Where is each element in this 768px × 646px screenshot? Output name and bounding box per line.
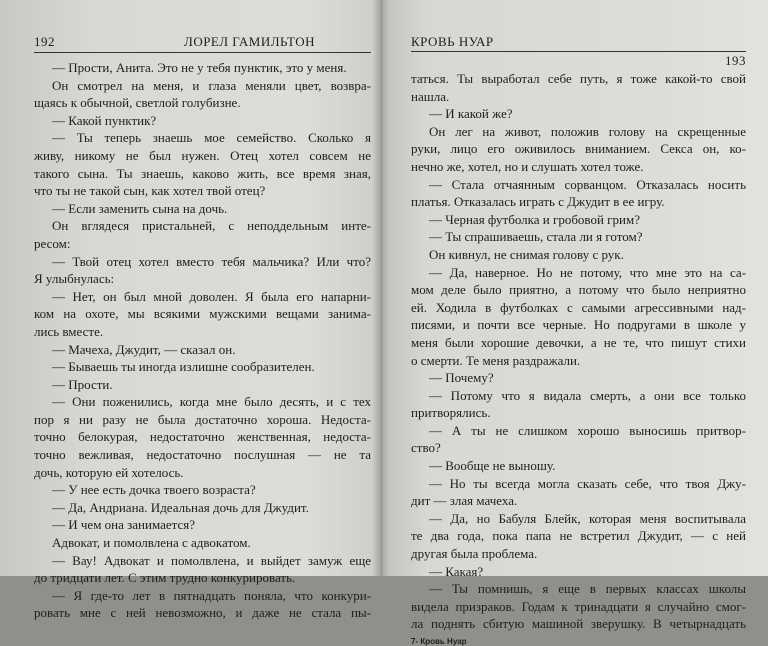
text-line: — Прости, Анита. Это не у тебя пунктик, это у меня. [52,60,347,75]
book-gutter [372,0,390,576]
text-line: Я улыбнулась: [34,271,115,287]
text-line: ство? [411,440,441,456]
text-line: — Если заменить сына на дочь. [52,200,228,216]
text-line: таться. Ты выработал себе путь, я тоже какой-то свой [411,71,746,86]
text-line: Он вглядеся пристальней, с неподдельным инте- [52,218,371,234]
right-page [381,0,768,646]
text-line: — Вообще не выношу. [429,458,556,474]
text-line: — Потому что я видала смерть, а они все только [429,387,746,403]
right-running-head [411,34,746,68]
text-line: ей. Ходила в футболках с самыми агрессивными над- [411,299,746,315]
text-line: ком на охоте, мы всякими мужскими вещами занима- [34,306,371,322]
text-line: — И чем она занимается? [52,517,196,533]
left-page-number: 192 [34,34,55,49]
text-line: — У нее есть дочка твоего возраста? [52,482,256,498]
text-line: — Какой пунктик? [52,112,157,128]
text-line: Он кивнул, не снимая голову с рук. [429,246,624,262]
left-page-body [34,59,371,622]
right-page-body [411,70,746,633]
text-line: ресом: [34,235,71,251]
text-line: — Какая? [429,563,484,579]
text-line: ровать мне с ней невозможно, и даже не стала пы- [34,605,371,621]
text-line: — Я где-то лет в пятнадцать поняла, что конкури- [52,587,371,603]
text-line: Он лег на живот, положив голову на скрещенные [429,123,746,139]
text-line: видела призраков. Годам к тринадцати я случайно смог- [411,598,746,614]
left-page [0,0,381,621]
text-line: нашла. [411,88,450,104]
text-line: до тридцати лет. С этим трудно конкурировать. [34,570,296,586]
text-line: — Ты спрашиваешь, стала ли я готом? [429,229,643,245]
text-line: — Почему? [429,370,494,386]
text-line: ла поднять сбитую машиной зверушку. В четырнадцать [411,616,746,632]
text-line: — Но ты всегда могла сказать себе, что твоя Джу- [429,475,746,491]
text-line: — Прости. [52,376,113,392]
text-line: — Вау! Адвокат и помолвлена, и выйдет замуж еще [52,552,371,568]
text-line: платья. Отказалась играть с Джудит в ее игру. [411,194,665,210]
text-line: — И какой же? [429,106,513,122]
text-line: писями, и почти все черные. Но подругами в школе у [411,317,746,333]
text-line: — Мачеха, Джудит, — сказал он. [52,341,236,357]
text-line: — Твой отец хотел вместо тебя мальчика? Или что? [52,253,371,269]
author-running-head: ЛОРЕЛ ГАМИЛЬТОН [184,34,316,49]
text-line: — Бываешь ты иногда излишне сообразителен. [52,359,315,375]
text-line: дочь, которую ей хотелось. [34,464,184,480]
text-line: дит — злая мачеха. [411,493,518,509]
text-line: мом деле было приятно, а потому что было неприятно [411,282,746,298]
text-line: точно вежливая, недостаточно послушная — не та [34,447,371,463]
text-line: щаясь к обычной, светлой голубизне. [34,95,241,111]
footer-signature-mark: 7- Кровь Нуар [411,637,467,646]
text-line: — Ты теперь знаешь мое семейство. Сколько я [52,130,371,146]
text-line: такого сына. Ты знаешь, каково жить, все время зная, [34,165,371,181]
text-line: нечно же, хотел, но и слушать хотел тоже. [411,158,644,174]
text-line: — Они поженились, когда мне было десять, и с тех [52,394,371,410]
text-line: меня были хорошие девочки, а не те, что пишут стихи [411,334,746,350]
left-running-head [34,34,371,53]
text-line: руки, лицо его оживилось вниманием. Секса он, ко- [411,141,746,157]
text-line: лись вместе. [34,323,104,339]
text-line: точно белокурая, недостаточно женственная, недоста- [34,429,371,445]
book-title-running-head: КРОВЬ НУАР [411,34,494,49]
text-line: — Ты помнишь, я еще в первых классах школы [429,581,746,597]
text-line: — Черная футболка и гробовой грим? [429,211,640,227]
text-line: пор я ни разу не была достаточно хороша. Недоста- [34,411,371,427]
text-line: — Нет, он был мной доволен. Я была его напарни- [52,288,371,304]
text-line: — Стала отчаянным сорванцом. Отказалась носить [429,176,746,192]
text-line: притворялись. [411,405,491,421]
text-line: — Да, но Бабуля Блейк, которая меня воспитывала [429,510,746,526]
text-line: живу, никому не был нужен. Отец хотел совсем не [34,147,371,163]
text-line: Адвокат, и помолвлена с адвокатом. [52,535,251,551]
right-page-number: 193 [725,53,746,68]
text-line: что ты не такой сын, как хотел твой отец? [34,183,266,199]
text-line: другая была проблема. [411,546,538,562]
text-line: — Да, Андриана. Идеальная дочь для Джудит. [52,499,309,515]
text-line: — А ты не слишком хорошо выносишь притвор- [429,422,746,438]
running-head-rule [411,51,746,52]
text-line: те два года, пока папа не встретил Джудит, — с ней [411,528,746,544]
text-line: о смерти. Те меня раздражали. [411,352,581,368]
text-line: Он смотрел на меня, и глаза меняли цвет, возвра- [52,77,371,93]
text-line: — Да, наверное. Но не потому, что мне это на са- [429,264,746,280]
